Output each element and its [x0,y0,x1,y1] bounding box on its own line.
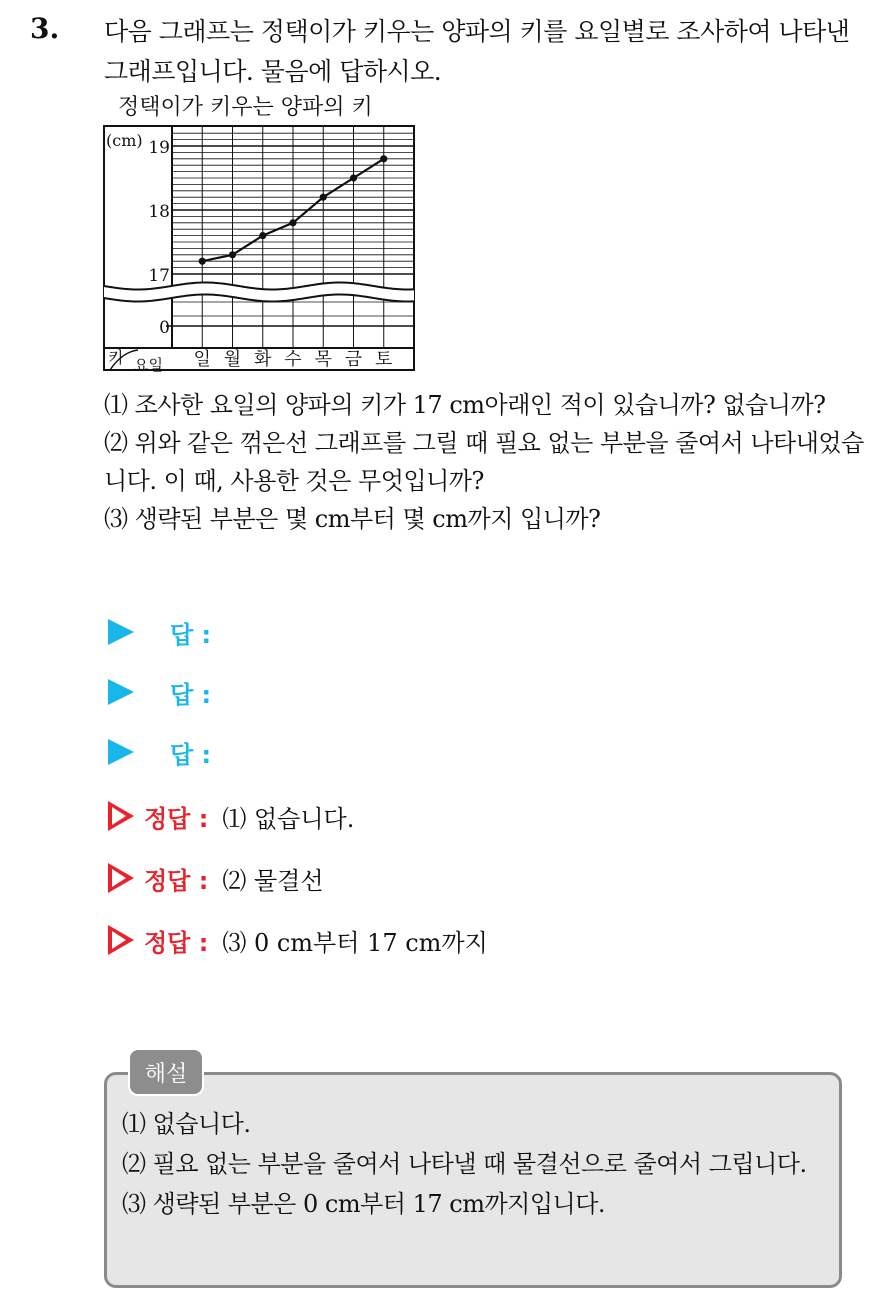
correct-answer-text: ⑴ 없습니다. [222,804,355,833]
x-tick-label: 목 [314,349,332,370]
answer-label: 답 : [170,740,212,769]
explanation-text [122,1104,828,1224]
correct-answer-row-1 [108,796,354,836]
question-number: 3. [30,12,60,45]
subquestion-3: ⑶ 생략된 부분은 몇 cm부터 몇 cm까지 입니까? [104,505,601,533]
chart-title: 정택이가 키우는 양파의 키 [118,95,373,120]
y-tick-label: 0 [159,318,170,338]
subquestion-2: ⑵ 위와 같은 꺾은선 그래프를 그릴 때 필요 없는 부분을 줄여서 나타내었습니다. 이 때, 사용한 것은 무엇입니까? [104,429,864,495]
chart-grid [104,126,414,370]
answer-row-2[interactable] [108,672,211,712]
x-tick-label: 월 [223,349,242,370]
x-tick-label: 수 [284,349,302,370]
play-triangle-icon [108,619,134,645]
outline-triangle-icon [108,801,134,831]
x-tick-label: 금 [344,349,363,370]
explanation-line-3: ⑶ 생략된 부분은 0 cm부터 17 cm까지입니다. [122,1190,606,1218]
answer-row-3[interactable] [108,732,211,772]
correct-answer-text: ⑵ 물결선 [222,866,324,895]
correct-label: 정답 : [144,804,209,833]
data-point-월 [229,251,236,258]
explanation-tab: 해설 [128,1048,204,1096]
y-axis-title: 키 [108,348,124,367]
data-point-수 [289,219,296,226]
data-point-목 [320,194,327,201]
correct-answer-row-3 [108,920,488,960]
subquestion-1: ⑴ 조사한 요일의 양파의 키가 17 cm아래인 적이 있습니까? 없습니까? [104,391,826,419]
answer-row-1[interactable] [108,612,211,652]
play-triangle-icon [108,739,134,765]
y-unit-label: (cm) [106,131,143,150]
subquestions [104,386,864,538]
correct-label: 정답 : [144,928,209,957]
y-tick-label: 19 [148,138,170,158]
explanation-line-2: ⑵ 필요 없는 부분을 줄여서 나타낼 때 물결선으로 줄여서 그립니다. [122,1150,807,1178]
answer-label: 답 : [170,680,212,709]
x-tick-label: 일 [193,349,211,370]
play-triangle-icon [108,679,134,705]
outline-triangle-icon [108,925,134,955]
y-tick-label: 17 [148,266,170,286]
explanation-line-1: ⑴ 없습니다. [122,1110,251,1138]
chart-labels [106,131,392,374]
y-tick-label: 18 [148,202,170,222]
x-tick-label: 화 [254,349,272,370]
x-axis-title: 요일 [134,356,163,374]
answer-label: 답 : [170,620,212,649]
data-point-토 [380,155,387,162]
data-point-일 [199,258,206,265]
line-chart [102,124,416,374]
correct-answer-row-2 [108,858,324,898]
x-tick-label: 토 [375,349,393,370]
correct-label: 정답 : [144,866,209,895]
data-point-금 [350,174,357,181]
question-text: 다음 그래프는 정택이가 키우는 양파의 키를 요일별로 조사하여 나타낸 그래프입니다. 물음에 답하시오. [104,17,850,86]
data-point-화 [259,232,266,239]
outline-triangle-icon [108,863,134,893]
correct-answer-text: ⑶ 0 cm부터 17 cm까지 [222,928,488,957]
